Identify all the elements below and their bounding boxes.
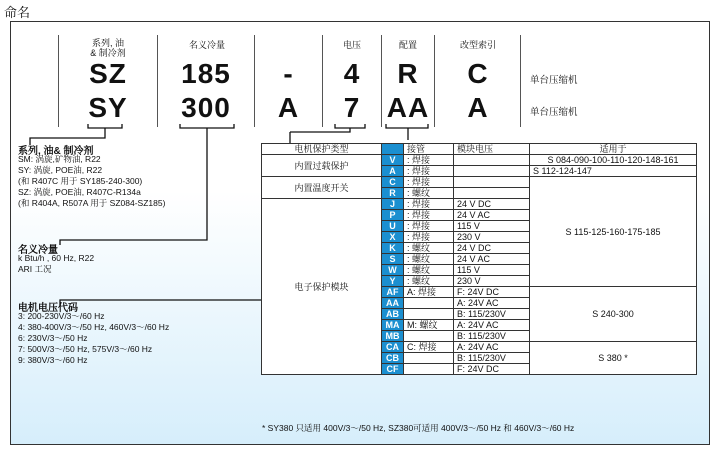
legend-capacity-heading: 名义冷量: [18, 245, 58, 256]
th-module-voltage: 模块电压: [454, 144, 530, 155]
th-connection: 接管: [404, 144, 454, 155]
conn-cell: : 焊接: [404, 210, 454, 221]
col-header-config: 配置: [398, 40, 417, 50]
volt-cell: [454, 155, 530, 166]
volt-cell: 24 V AC: [454, 210, 530, 221]
volt-cell: [454, 166, 530, 177]
col-header-revision: 改型索引: [459, 40, 496, 50]
code-revision-top: C: [467, 58, 489, 89]
volt-cell: [454, 177, 530, 188]
volt-cell: 230 V: [454, 232, 530, 243]
conn-cell: : 焊接: [404, 155, 454, 166]
legend-voltage-heading: 电机电压代码: [18, 303, 78, 314]
code-cell: U: [382, 221, 404, 232]
volt-cell: F: 24V DC: [454, 364, 530, 375]
apply-cell: S 084-090-100-110-120-148-161: [530, 155, 697, 166]
code-cell: CF: [382, 364, 404, 375]
group-electronic: 电子保护模块: [262, 199, 382, 375]
conn-cell: : 螺纹: [404, 276, 454, 287]
col-header-voltage: 电压: [342, 40, 361, 50]
conn-cell: [404, 364, 454, 375]
configuration-table: [261, 143, 697, 375]
conn-cell: : 螺纹: [404, 188, 454, 199]
volt-cell: B: 115/230V: [454, 353, 530, 364]
code-config-top: R: [397, 58, 419, 89]
code-cell: AA: [382, 298, 404, 309]
conn-cell: : 焊接: [404, 232, 454, 243]
code-voltage-top: 4: [343, 58, 361, 89]
volt-cell: F: 24V DC: [454, 287, 530, 298]
code-separator-bottom: A: [277, 92, 300, 123]
col-header-series: 系列, 油 & 制冷剂: [90, 38, 126, 58]
conn-cell: M: 螺纹: [404, 320, 454, 331]
th-protection: 电机保护类型: [262, 144, 382, 155]
conn-cell: : 螺纹: [404, 265, 454, 276]
conn-cell: C: 焊接: [404, 342, 454, 353]
th-applies: 适用于: [530, 144, 697, 155]
group-thermostat: 内置温度开关: [262, 177, 382, 199]
conn-cell: : 焊接: [404, 199, 454, 210]
conn-cell: : 螺纹: [404, 243, 454, 254]
code-cell: V: [382, 155, 404, 166]
volt-cell: [454, 188, 530, 199]
conn-cell: [404, 331, 454, 342]
conn-cell: [404, 298, 454, 309]
page-title: 命名: [4, 5, 31, 20]
code-revision-bottom: A: [467, 92, 489, 123]
volt-cell: 230 V: [454, 276, 530, 287]
code-cell: S: [382, 254, 404, 265]
code-cell: AF: [382, 287, 404, 298]
apply-cell: S 112-124-147: [530, 166, 697, 177]
col-header-capacity: 名义冷量: [188, 40, 225, 50]
volt-cell: A: 24V AC: [454, 320, 530, 331]
legend-series-heading: 系列, 油& 制冷剂: [18, 146, 94, 157]
legend-capacity-text: k Btu/h , 60 Hz, R22 ARI 工况: [18, 253, 95, 274]
conn-cell: [404, 309, 454, 320]
code-config-bottom: AA: [386, 92, 430, 123]
volt-cell: B: 115/230V: [454, 331, 530, 342]
code-series-top: SZ: [89, 58, 127, 89]
code-cell: CA: [382, 342, 404, 353]
conn-cell: : 焊接: [404, 221, 454, 232]
code-cell: MA: [382, 320, 404, 331]
volt-cell: 115 V: [454, 265, 530, 276]
apply-group-1: S 115-125-160-175-185: [530, 177, 697, 287]
code-cell: W: [382, 265, 404, 276]
legend-series-text: SM: 涡旋,矿物油, R22 SY: 涡旋, POE油, R22 (和 R407C 用于 SY185-240-300) SZ: 涡旋, POE油, R407C-R134a (和 R404A, R507A 用于 SZ084-SZ185): [18, 154, 166, 208]
code-cell: A: [382, 166, 404, 177]
code-cell: J: [382, 199, 404, 210]
code-cell: AB: [382, 309, 404, 320]
right-label-top: 单台压缩机: [530, 75, 578, 86]
footnote: * SY380 只适用 400V/3～/50 Hz, SZ380可适用 400V/3～/50 Hz 和 460V/3～/60 Hz: [262, 423, 575, 433]
conn-cell: A: 焊接: [404, 287, 454, 298]
conn-cell: : 焊接: [404, 177, 454, 188]
volt-cell: 24 V DC: [454, 243, 530, 254]
th-code: [382, 144, 404, 155]
code-cell: K: [382, 243, 404, 254]
volt-cell: 115 V: [454, 221, 530, 232]
right-label-bottom: 单台压缩机: [530, 107, 578, 118]
group-overload: 内置过载保护: [262, 155, 382, 177]
code-cell: Y: [382, 276, 404, 287]
conn-cell: : 螺纹: [404, 254, 454, 265]
conn-cell: : 焊接: [404, 166, 454, 177]
code-capacity-top: 185: [181, 58, 231, 89]
volt-cell: A: 24V AC: [454, 342, 530, 353]
code-cell: X: [382, 232, 404, 243]
volt-cell: B: 115/230V: [454, 309, 530, 320]
volt-cell: 24 V AC: [454, 254, 530, 265]
code-cell: R: [382, 188, 404, 199]
code-voltage-bottom: 7: [343, 92, 361, 123]
code-cell: P: [382, 210, 404, 221]
conn-cell: [404, 353, 454, 364]
volt-cell: A: 24V AC: [454, 298, 530, 309]
code-series-bottom: SY: [88, 92, 128, 123]
code-capacity-bottom: 300: [181, 92, 231, 123]
apply-group-2: S 240-300: [530, 287, 697, 342]
apply-group-3: S 380 *: [530, 342, 697, 375]
volt-cell: 24 V DC: [454, 199, 530, 210]
code-separator-top: -: [283, 58, 294, 89]
code-cell: MB: [382, 331, 404, 342]
code-cell: C: [382, 177, 404, 188]
legend-voltage-text: 3: 200-230V/3～/60 Hz 4: 380-400V/3～/50 Hz, 460V/3～/60 Hz 6: 230V/3～/50 Hz 7: 500V/3～/50 Hz, 575V/3～/60 Hz 9: 380V/3～/60 Hz: [18, 311, 170, 365]
code-cell: CB: [382, 353, 404, 364]
